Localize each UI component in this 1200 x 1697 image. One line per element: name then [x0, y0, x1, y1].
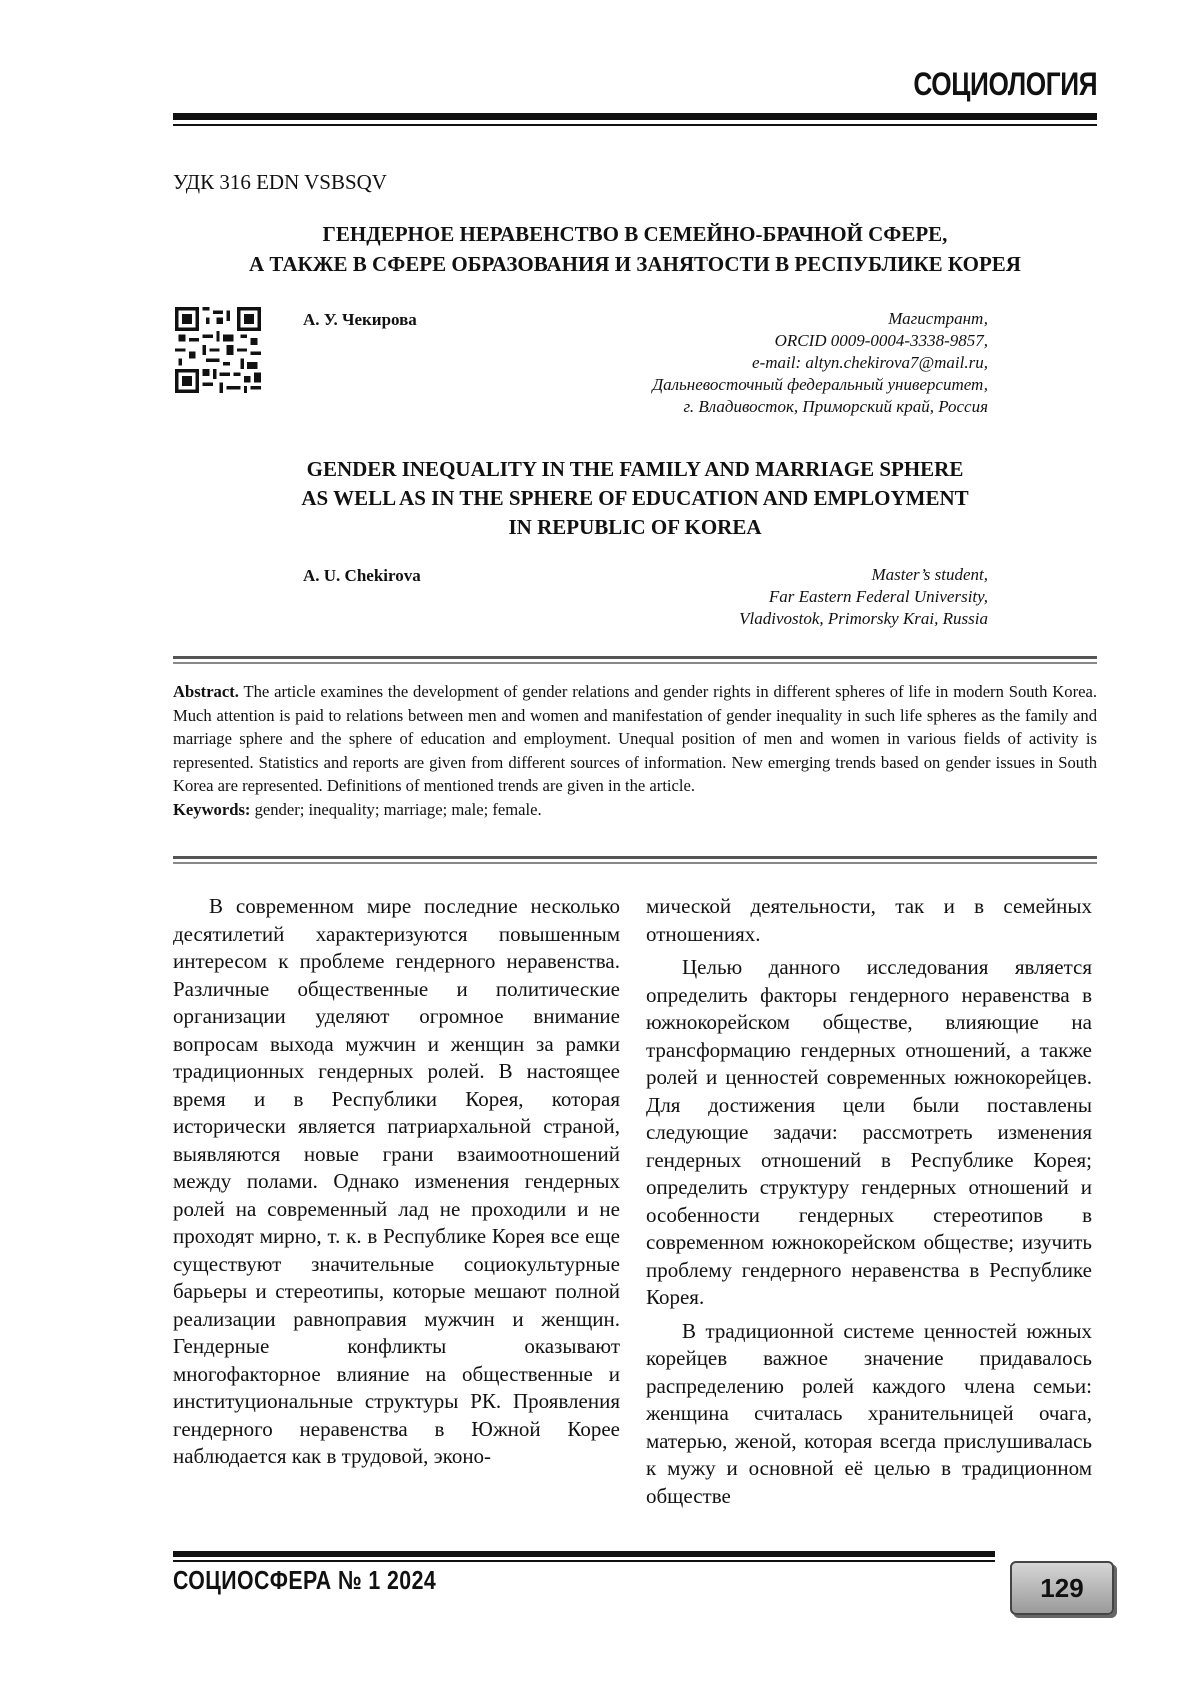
affil-ru-line-1: Магистрант,	[888, 309, 988, 328]
section-title: СОЦИОЛОГИЯ	[913, 66, 1097, 102]
body-column-right	[646, 893, 1092, 1516]
abstract-paragraph	[173, 680, 1097, 798]
author-name-en: A. U. Chekirova	[303, 566, 421, 585]
udk-code: УДК 316 EDN VSBSQV	[173, 170, 387, 194]
author-name-ru: А. У. Чекирова	[303, 310, 417, 329]
journal-name: СОЦИОСФЕРА № 1 2024	[173, 1565, 437, 1595]
affil-ru-line-4: Дальневосточный федеральный университет,	[652, 375, 988, 394]
affil-en-line-3: Vladivostok, Primorsky Krai, Russia	[739, 609, 988, 628]
footer-rule-thin	[173, 1560, 995, 1562]
abstract-rule-bottom-2	[173, 862, 1097, 864]
title-en-line-3: IN REPUBLIC OF KOREA	[508, 515, 762, 539]
title-ru-line-2: А ТАКЖЕ В СФЕРЕ ОБРАЗОВАНИЯ И ЗАНЯТОСТИ В РЕСПУБЛИКЕ КОРЕЯ	[249, 252, 1021, 276]
keywords-text: gender; inequality; marriage; male; female.	[250, 799, 542, 819]
abstract-rule-bottom-1	[173, 856, 1097, 859]
title-en-line-2: AS WELL AS IN THE SPHERE OF EDUCATION AND EMPLOYMENT	[301, 486, 969, 510]
abstract-rule-top-2	[173, 662, 1097, 664]
header-rule-thin	[173, 124, 1097, 126]
header-rule-thick	[173, 113, 1097, 120]
qr-code-icon	[175, 307, 261, 393]
footer-rule-thick	[173, 1551, 995, 1557]
abstract-label: Abstract.	[173, 682, 239, 701]
title-russian	[173, 219, 1097, 279]
abstract-rule-top-1	[173, 656, 1097, 659]
title-english	[173, 455, 1097, 542]
body-paragraph: В современном мире последние несколько десятилетий характеризуются повышенным интересом к проблеме гендерного неравенства. Различные общественные и политические организации уделяют огромное внимание вопросам выхода мужчин и женщин за рамки традиционных гендерных ролей. В настоящее время и в Республики Корея, которая исторически является патриархальной страной, выявляются новые грани взаимоотношений между полами. Однако изменения гендерных ролей на современный лад не проходили и не проходят мирно, т. к. в Республике Корея все еще существуют значительные социокультурные барьеры и стереотипы, которые мешают полной реализации равноправия мужчин и женщин. Гендерные конфликты оказывают многофакторное влияние на общественные и институциональные структуры РК. Проявления гендерного неравенства в Южной Корее наблюдается как в трудовой, эконо-	[173, 894, 620, 1468]
keywords-paragraph	[173, 798, 1097, 822]
body-paragraph: Целью данного исследования является определить факторы гендерного неравенства в южнокорейском обществе, влияющие на трансформацию гендерных отношений, а также ролей и ценностей современных южнокорейцев. Для достижения цели были поставлены следующие задачи: рассмотреть изменения гендерных отношений в Республике Корея; определить структуру гендерных отношений и особенности гендерных стереотипов в современном южнокорейском обществе; изучить проблему гендерного неравенства в Республике Корея.	[646, 955, 1092, 1309]
abstract-block	[173, 680, 1097, 821]
page-number: 129	[1010, 1561, 1114, 1615]
author-affiliation-en	[739, 564, 988, 630]
title-ru-line-1: ГЕНДЕРНОЕ НЕРАВЕНСТВО В СЕМЕЙНО-БРАЧНОЙ СФЕРЕ,	[322, 222, 948, 246]
affil-ru-line-2: ORCID 0009-0004-3338-9857,	[774, 331, 988, 350]
body-paragraph: мической деятельности, так и в семейных отношениях.	[646, 894, 1092, 946]
body-paragraph: В традиционной системе ценностей южных корейцев важное значение придавалось распределению ролей каждого члена семьи: женщина считалась хранительницей очага, матерью, женой, которая всегда прислушивалась к мужу и основной её целью в традиционном обществе	[646, 1318, 1092, 1508]
body-column-left	[173, 893, 620, 1477]
affil-ru-line-5: г. Владивосток, Приморский край, Россия	[683, 397, 988, 416]
affil-en-line-1: Master’s student,	[871, 565, 988, 584]
title-en-line-1: GENDER INEQUALITY IN THE FAMILY AND MARRIAGE SPHERE	[306, 457, 964, 481]
author-affiliation-ru	[652, 308, 988, 418]
affil-ru-line-3: e-mail: altyn.chekirova7@mail.ru,	[752, 353, 988, 372]
abstract-text: The article examines the development of gender relations and gender rights in different spheres of life in modern South Korea. Much attention is paid to relations between men and women and manifestation of gender inequality in such life spheres as the family and marriage sphere and the sphere of education and employment. Unequal position of men and women in various fields of activity is represented. Statistics and reports are given from different sources of information. New emerging trends based on gender issues in South Korea are represented. Definitions of mentioned trends are given in the article.	[173, 682, 1097, 795]
keywords-label: Keywords:	[173, 799, 251, 819]
affil-en-line-2: Far Eastern Federal University,	[768, 587, 988, 606]
